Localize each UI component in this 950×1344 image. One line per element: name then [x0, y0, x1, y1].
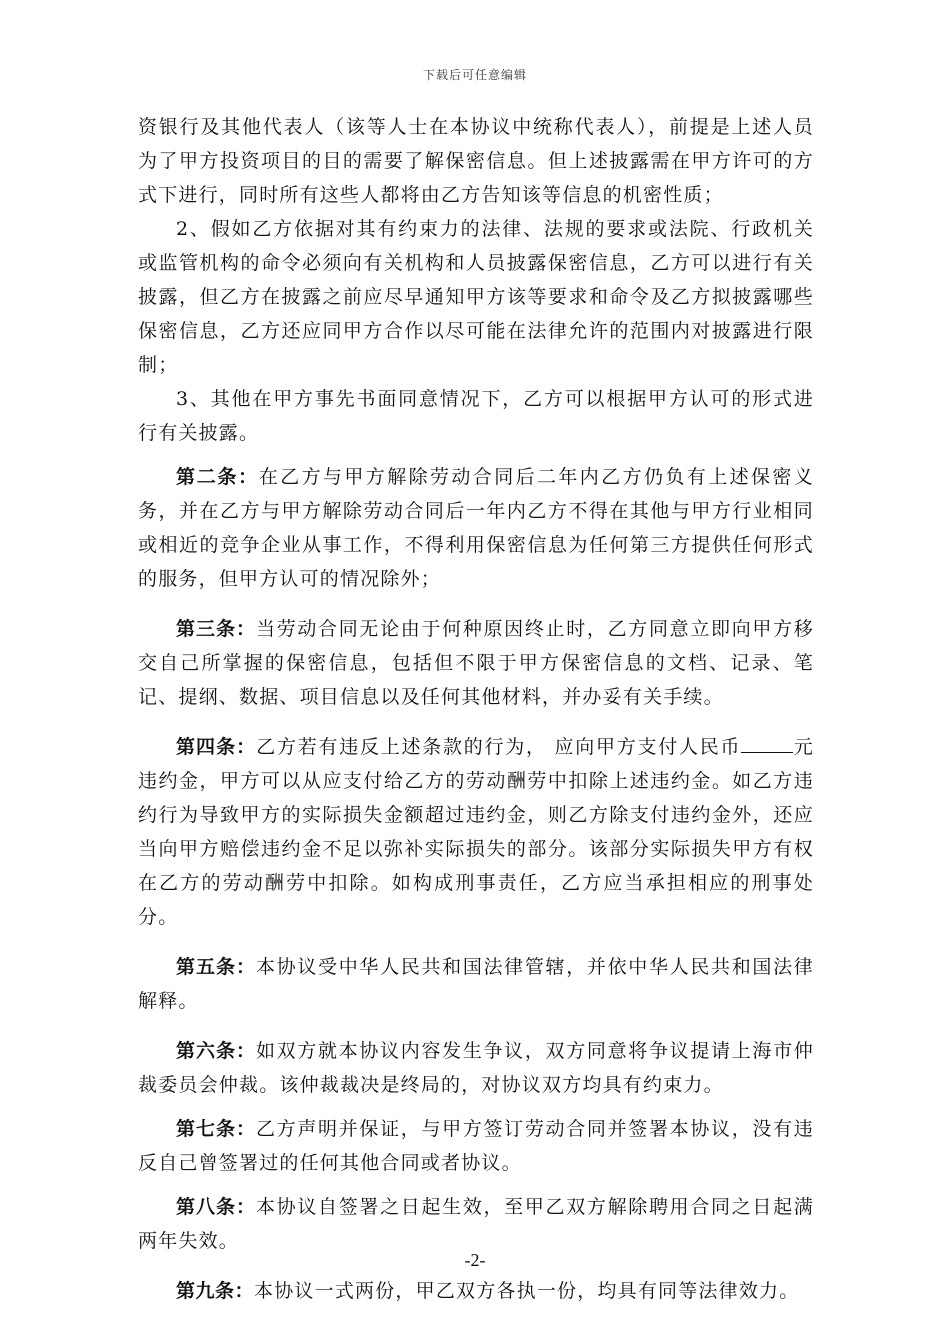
article-6-label: 第六条：	[176, 1040, 256, 1062]
article-5-label: 第五条：	[176, 956, 256, 978]
article-3-text: 当劳动合同无论由于何种原因终止时，乙方同意立即向甲方移交自己所掌握的保密信息，包括但不限于甲方保密信息的文档、记录、笔记、提纲、数据、项目信息以及任何其他材料，并办妥有关手续。	[138, 618, 814, 708]
article-6	[138, 1034, 814, 1102]
article-8-text: 本协议自签署之日起生效，至甲乙双方解除聘用合同之日起满两年失效。	[138, 1196, 814, 1252]
article-2-text: 在乙方与甲方解除劳动合同后二年内乙方仍负有上述保密义务，并在乙方与甲方解除劳动合同后一年内乙方不得在其他与甲方行业相同或相近的竞争企业从事工作，不得利用保密信息为任何第三方提供任何形式的服务，但甲方认可的情况除外；	[138, 466, 814, 590]
page-number: -2-	[464, 1250, 486, 1270]
amount-blank-line	[741, 734, 793, 753]
article-9	[138, 1274, 814, 1308]
article-3	[138, 612, 814, 714]
paragraph-item-2: 2、假如乙方依据对其有约束力的法律、法规的要求或法院、行政机关或监管机构的命令必须向有关机构和人员披露保密信息，乙方可以进行有关披露，但乙方在披露之前应尽早通知甲方该等要求和命令及乙方拟披露哪些保密信息，乙方还应同甲方合作以尽可能在法律允许的范围内对披露进行限制；	[138, 218, 814, 376]
article-7	[138, 1112, 814, 1180]
article-4-label: 第四条：	[176, 736, 257, 758]
article-7-label: 第七条：	[176, 1118, 256, 1140]
article-6-text: 如双方就本协议内容发生争议，双方同意将争议提请上海市仲裁委员会仲裁。该仲裁裁决是终局的，对协议双方均具有约束力。	[138, 1040, 814, 1096]
article-9-text: 本协议一式两份，甲乙双方各执一份，均具有同等法律效力。	[254, 1280, 800, 1302]
paragraph-continued: 资银行及其他代表人（该等人士在本协议中统称代表人），前提是上述人员为了甲方投资项目的目的需要了解保密信息。但上述披露需在甲方许可的方式下进行，同时所有这些人都将由乙方告知该等信息的机密性质；	[138, 116, 814, 206]
article-9-label: 第九条：	[176, 1280, 255, 1302]
article-4-text-after: 元违约金，甲方可以从应支付给乙方的劳动酬劳中扣除上述违约金。如乙方违约行为导致甲方的实际损失金额超过违约金，则乙方除支付违约金外，还应当向甲方赔偿违约金不足以弥补实际损失的部分。该部分实际损失甲方有权在乙方的劳动酬劳中扣除。如构成刑事责任，乙方应当承担相应的刑事处分。	[138, 736, 814, 928]
article-7-text: 乙方声明并保证，与甲方签订劳动合同并签署本协议，没有违反自己曾签署过的任何其他合同或者协议。	[138, 1118, 814, 1174]
article-5-text: 本协议受中华人民共和国法律管辖，并依中华人民共和国法律解释。	[138, 956, 814, 1012]
article-4	[138, 730, 814, 934]
article-2-label: 第二条：	[176, 466, 259, 488]
page-header: 下载后可任意编辑	[422, 68, 527, 82]
article-2	[138, 460, 814, 596]
article-5	[138, 950, 814, 1018]
document-body	[138, 110, 814, 1308]
article-8	[138, 1190, 814, 1258]
article-3-label: 第三条：	[176, 618, 256, 640]
article-4-text-before: 乙方若有违反上述条款的行为， 应向甲方支付人民币	[256, 736, 742, 758]
article-8-label: 第八条：	[176, 1196, 256, 1218]
paragraph-item-3: 3、其他在甲方事先书面同意情况下，乙方可以根据甲方认可的形式进行有关披露。	[138, 388, 814, 444]
